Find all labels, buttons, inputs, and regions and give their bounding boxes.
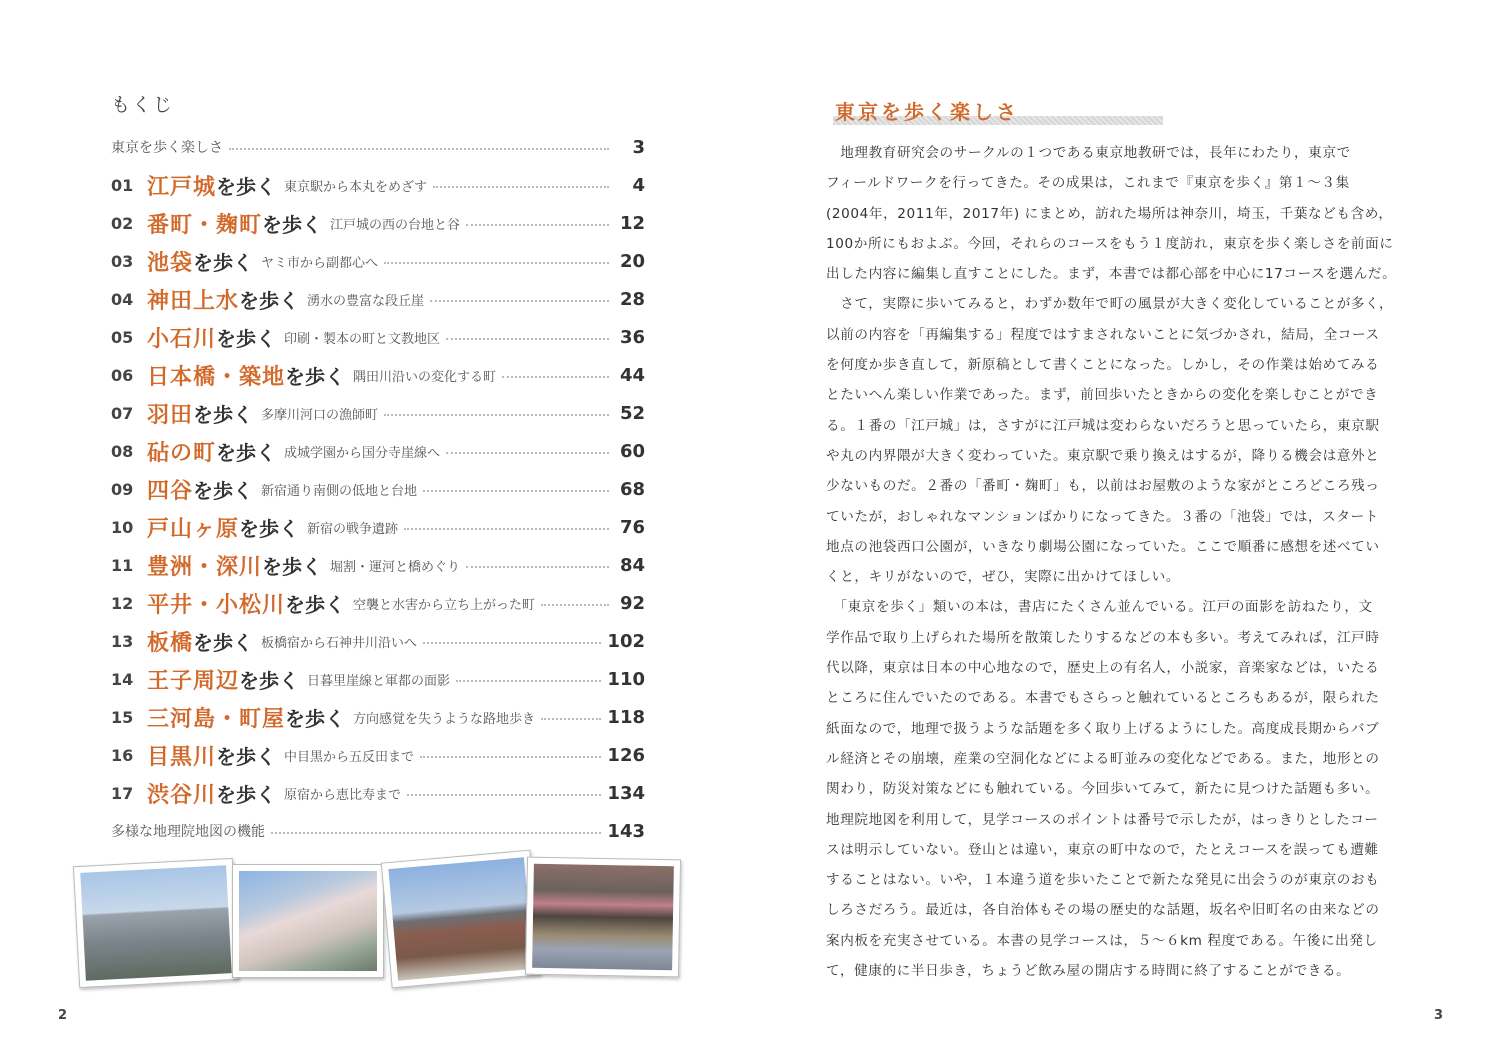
toc-entry-place: 砧の町 — [147, 440, 217, 466]
dot-leader — [229, 148, 609, 150]
body-line: 地理院地図を利用して，見学コースのポイントは番号で示したが，はっきりとしたコー — [826, 811, 1379, 828]
photo-strip — [72, 852, 682, 992]
toc-intro-label: 東京を歩く楽しさ — [111, 140, 223, 156]
toc-entry-place: 番町・麹町 — [147, 212, 263, 238]
body-line: て，健康的に半日歩き，ちょうど飲み屋の開店する時間に終了することができる。 — [826, 963, 1351, 980]
toc-entry-subtitle: 成城学園から国分寺崖線へ — [284, 445, 441, 461]
toc-entry-subtitle: 方向感覚を失うような路地歩き — [353, 711, 536, 727]
body-line: 代以降，東京は日本の中心地なので，歴史上の有名人，小説家，音楽家などは，いたる — [826, 660, 1380, 677]
toc-entry[interactable] — [111, 242, 645, 280]
body-line: 学作品で取り上げられた場所を散策したりするなどの本も多い。考えてみれば，江戸時 — [826, 629, 1380, 646]
toc-entry-place: 池袋 — [147, 250, 194, 276]
toc-entry[interactable] — [111, 356, 645, 394]
toc-entry[interactable] — [111, 660, 645, 698]
body-line: スは明示していない。登山とは違い，東京の町中なので，たとえコースを誤っても遭難 — [826, 841, 1379, 858]
toc-page-number: 44 — [619, 364, 645, 386]
body-line: 関わり，防災対策などにも触れている。今回歩いてみて，新たに見つけた話題も多い。 — [826, 781, 1380, 798]
toc-entry-place: 平井・小松川 — [147, 592, 286, 618]
toc-entry-walk: を歩く — [285, 706, 346, 731]
toc-entry[interactable] — [111, 280, 645, 318]
body-line: を何度か歩き直して，新原稿として書くことになった。しかし，その作業は始めてみる — [826, 357, 1380, 374]
body-line: 地点の池袋西口公園が，いきなり劇場公園になっていた。ここで順番に感想を述べてい — [826, 538, 1380, 555]
dot-leader — [271, 832, 601, 834]
toc-entry-place: 羽田 — [147, 402, 194, 428]
toc-entry[interactable] — [111, 204, 645, 242]
toc-page-number: 52 — [619, 402, 645, 424]
tokyo-skyline-photo — [73, 858, 239, 988]
toc-entry[interactable] — [111, 432, 645, 470]
dot-leader — [433, 186, 609, 188]
toc-entry-number: 05 — [111, 327, 134, 347]
toc-entry-number: 04 — [111, 289, 134, 309]
body-line: とたいへん楽しい作業であった。まず，前回歩いたときからの変化を楽しむことができ — [826, 387, 1379, 404]
toc-entry-number: 16 — [111, 745, 134, 765]
essay-body — [826, 138, 1426, 986]
toc-title: もくじ — [111, 94, 175, 116]
page-number-left: 2 — [58, 1008, 68, 1023]
dot-leader — [404, 528, 609, 530]
toc-entry-place: 日本橋・築地 — [147, 364, 286, 390]
toc-page-number: 3 — [632, 136, 645, 158]
toc-entry-walk: を歩く — [262, 554, 323, 579]
toc-entry-number: 03 — [111, 251, 134, 271]
toc-entry-subtitle: 原宿から恵比寿まで — [284, 787, 402, 803]
body-line: 以前の内容を「再編集する」程度ではすまされないことに気づかされ，結局，全コース — [826, 326, 1380, 343]
body-line: ル経済とその崩壊，産業の空洞化などによる町並みの変化などである。また，地形との — [826, 750, 1380, 767]
toc-entry-subtitle: 江戸城の西の台地と谷 — [330, 217, 461, 233]
toc-entry-walk: を歩く — [193, 478, 254, 503]
body-line: 少ないものだ。２番の「番町・麹町」も，以前はお屋敷のような家がところどころ残っ — [826, 478, 1380, 495]
toc-entry-walk: を歩く — [239, 668, 300, 693]
body-line: 「東京を歩く」類いの本は，書店にたくさん並んでいる。江戸の面影を訪ねたり，文 — [826, 599, 1373, 616]
dot-leader — [446, 338, 609, 340]
toc-entry-walk: を歩く — [216, 744, 277, 769]
toc-entry[interactable] — [111, 622, 645, 660]
toc-page-number: 36 — [619, 326, 645, 348]
toc-entry-walk: を歩く — [262, 212, 323, 237]
toc-entry-walk: を歩く — [216, 782, 277, 807]
toc-entry-number: 01 — [111, 175, 134, 195]
dot-leader — [423, 490, 609, 492]
toc-entry-place: 四谷 — [147, 478, 194, 504]
toc-entry-subtitle: 印刷・製本の町と文教地区 — [284, 331, 441, 347]
toc-entry-number: 10 — [111, 517, 134, 537]
toc-entry-place: 豊洲・深川 — [147, 554, 263, 580]
toc-page-number: 126 — [607, 744, 645, 766]
toc-entry-subtitle: 新宿通り南側の低地と台地 — [261, 483, 418, 499]
toc-entry-number: 08 — [111, 441, 134, 461]
toc-page-number: 92 — [619, 592, 645, 614]
toc-entry-walk: を歩く — [239, 516, 300, 541]
toc-page-number: 20 — [619, 250, 645, 272]
body-line: 紙面なので，地理で扱うような話題を多く取り上げるようにした。高度成長期からバブ — [826, 720, 1380, 737]
toc-entry-number: 09 — [111, 479, 134, 499]
toc-entry-subtitle: 東京駅から本丸をめざす — [284, 179, 428, 195]
body-line: 100か所にもおよぶ。今回，それらのコースをもう１度訪れ，東京を歩く楽しさを前面に — [826, 235, 1394, 252]
toc-entry-subtitle: 中目黒から五反田まで — [284, 749, 415, 765]
right-page — [750, 0, 1500, 1064]
body-line: 地理教育研究会のサークルの１つである東京地教研では，長年にわたり，東京で — [826, 145, 1351, 161]
toc-entry[interactable] — [111, 394, 645, 432]
toc-entry[interactable] — [111, 318, 645, 356]
toc-outro-row[interactable] — [111, 812, 645, 850]
toc-entry-walk: を歩く — [216, 440, 277, 465]
toc-outro-label: 多様な地理院地図の機能 — [111, 824, 265, 840]
body-line: フィールドワークを行ってきた。その成果は，これまで『東京を歩く』第１～３集 — [826, 175, 1350, 192]
toc-entry[interactable] — [111, 736, 645, 774]
dot-leader — [466, 224, 609, 226]
toc-entry-place: 三河島・町屋 — [147, 706, 286, 732]
toc-entry-place: 板橋 — [147, 630, 194, 656]
toc-intro-row[interactable] — [111, 128, 645, 166]
toc-entry-subtitle: 新宿の戦争遺跡 — [307, 521, 399, 537]
dot-leader — [407, 794, 601, 796]
toc-page-number: 110 — [607, 668, 645, 690]
toc-page-number: 4 — [632, 174, 645, 196]
toc-entry-number: 17 — [111, 783, 134, 803]
toc-entry-place: 戸山ヶ原 — [147, 516, 240, 542]
body-line: ていたが，おしゃれなマンションばかりになってきた。３番の「池袋」では，スタート — [826, 508, 1379, 525]
toc-entry-number: 15 — [111, 707, 134, 727]
toc-entry-walk: を歩く — [285, 364, 346, 389]
dot-leader — [541, 604, 609, 606]
toc-entry-walk: を歩く — [216, 174, 277, 199]
toc-entry[interactable] — [111, 470, 645, 508]
toc-entry-walk: を歩く — [239, 288, 300, 313]
body-line: さて，実際に歩いてみると，わずか数年で町の風景が大きく変化していることが多く， — [826, 296, 1394, 313]
body-line: 案内板を充実させている。本書の見学コースは，５～６km 程度である。午後に出発し — [826, 932, 1378, 949]
dot-leader — [384, 414, 609, 416]
body-line: (2004年，2011年，2017年) にまとめ，訪れた場所は神奈川，埼玉，千葉なども含め， — [826, 205, 1393, 222]
toc-entry-number: 11 — [111, 555, 134, 575]
dot-leader — [541, 718, 601, 720]
dot-leader — [423, 642, 601, 644]
toc-entry-subtitle: 隅田川沿いの変化する町 — [353, 369, 497, 385]
toc-entry-place: 神田上水 — [147, 288, 240, 314]
toc-entry[interactable] — [111, 698, 645, 736]
body-line: くと，キリがないので，ぜひ，実際に出かけてほしい。 — [826, 569, 1181, 586]
tokyo-station-brick-photo — [381, 850, 541, 989]
toc-page-number: 12 — [619, 212, 645, 234]
toc-entry[interactable] — [111, 774, 645, 812]
table-of-contents — [111, 128, 645, 850]
toc-page-number: 134 — [607, 782, 645, 804]
toc-page-number: 60 — [619, 440, 645, 462]
toc-entry-place: 小石川 — [147, 326, 217, 352]
toc-entry[interactable] — [111, 584, 645, 622]
toc-entry-subtitle: ヤミ市から副都心へ — [261, 255, 379, 271]
dot-leader — [384, 262, 609, 264]
toc-page-number: 102 — [607, 630, 645, 652]
toc-entry-place: 目黒川 — [147, 744, 217, 770]
toc-entry-number: 07 — [111, 403, 134, 423]
ikebukuro-theater-park-photo — [525, 857, 681, 978]
dot-leader — [446, 452, 609, 454]
dot-leader — [430, 300, 609, 302]
toc-entry[interactable] — [111, 166, 645, 204]
toc-page-number: 68 — [619, 478, 645, 500]
body-line: る。１番の「江戸城」は，さすがに江戸城は変わらないだろうと思っていたら，東京駅 — [826, 417, 1380, 434]
toc-entry-place: 渋谷川 — [147, 782, 217, 808]
toc-page-number: 118 — [607, 706, 645, 728]
toc-entry-subtitle: 多摩川河口の漁師町 — [261, 407, 379, 423]
body-line: しろさだろう。最近は，各自治体もその場の歴史的な話題，坂名や旧町名の由来などの — [826, 902, 1380, 919]
toc-entry-subtitle: 湧水の豊富な段丘崖 — [307, 293, 425, 309]
body-line: ところに住んでいたのである。本書でもさらっと触れているところもあるが，限られた — [826, 690, 1380, 707]
toc-entry-number: 13 — [111, 631, 134, 651]
toc-entry-walk: を歩く — [193, 402, 254, 427]
dot-leader — [466, 566, 609, 568]
toc-entry-subtitle: 空襲と水害から立ち上がった町 — [353, 597, 536, 613]
cherry-blossom-photo — [232, 864, 384, 978]
toc-entry-walk: を歩く — [216, 326, 277, 351]
toc-entry-number: 12 — [111, 593, 134, 613]
dot-leader — [420, 756, 601, 758]
toc-entry-subtitle: 板橋宿から石神井川沿いへ — [261, 635, 418, 651]
body-line: や丸の内界隈が大きく変わっていた。東京駅で乗り換えはするが，降りる機会は意外と — [826, 447, 1380, 464]
toc-page-number: 28 — [619, 288, 645, 310]
toc-page-number: 143 — [607, 820, 645, 842]
toc-entry-number: 02 — [111, 213, 134, 233]
body-line: 出した内容に編集し直すことにした。まず，本書では都心部を中心に17コースを選んだ。 — [826, 266, 1397, 283]
toc-entry-number: 14 — [111, 669, 134, 689]
toc-entry-place: 王子周辺 — [147, 668, 240, 694]
toc-entry-walk: を歩く — [285, 592, 346, 617]
dot-leader — [456, 680, 601, 682]
toc-entry[interactable] — [111, 508, 645, 546]
page-number-right: 3 — [1434, 1008, 1444, 1023]
dot-leader — [502, 376, 609, 378]
toc-page-number: 84 — [619, 554, 645, 576]
toc-entry-place: 江戸城 — [147, 174, 217, 200]
toc-entry-subtitle: 堀割・運河と橋めぐり — [330, 559, 461, 575]
toc-page-number: 76 — [619, 516, 645, 538]
toc-entry-walk: を歩く — [193, 630, 254, 655]
body-line: することはない。いや，１本違う道を歩いたことで新たな発見に出会うのが東京のおも — [826, 872, 1380, 889]
essay-heading-text: 東京を歩く楽しさ — [835, 100, 1019, 124]
toc-entry-subtitle: 日暮里崖線と軍都の面影 — [307, 673, 451, 689]
toc-entry[interactable] — [111, 546, 645, 584]
toc-entry-walk: を歩く — [193, 250, 254, 275]
essay-heading — [833, 96, 1163, 128]
toc-entry-number: 06 — [111, 365, 134, 385]
